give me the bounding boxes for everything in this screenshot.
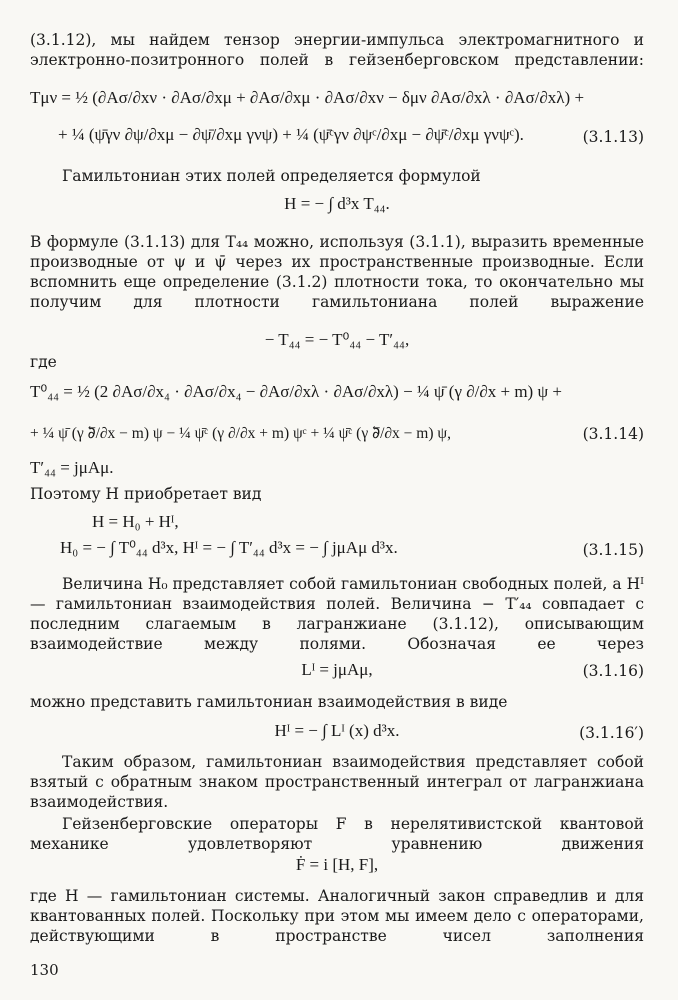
formula-h-sum: H = H₀ + Hᴵ, — [92, 512, 179, 531]
paragraph-formula-explanation: В формуле (3.1.13) для T₄₄ можно, используя (3.1.1), выразить временные производные от ψ и ψ̄ через их пространственные производные. Если вспомнить еще определение (3.1.2) плотности тока, то окончательно мы получим для плотности гамильтониана полей выражение — [30, 233, 644, 311]
formula-tmunu-line1: Tμν = ½ (∂Aσ/∂xν · ∂Aσ/∂xμ + ∂Aσ/∂xμ · ∂Aσ/∂xν − δμν ∂Aσ/∂xλ · ∂Aσ/∂xλ) + — [30, 88, 585, 107]
formula-t44: − T₄₄ = − T⁰₄₄ − T′₄₄, — [264, 330, 410, 349]
paragraph-intro: (3.1.12), мы найдем тензор энергии-импульса электромагнитного и электронно-позитронного полей в гейзенберговском представлении: — [30, 31, 644, 69]
paragraph-system-hamiltonian: где H — гамильтониан системы. Аналогичный закон справедлив и для квантованных полей. Поскольку при этом мы имеем дело с операторами, действующими в пространстве чисел заполнения — [30, 887, 644, 945]
equation-number-3-1-13: (3.1.13) — [582, 128, 644, 146]
paragraph-conclusion: Таким образом, гамильтониан взаимодействия представляет собой взятый с обратным знаком пространственный интеграл от лагранжиана взаимодействия. — [30, 753, 644, 811]
equation-number-3-1-14: (3.1.14) — [577, 424, 644, 444]
equation-number-3-1-16-prime: (3.1.16′) — [579, 724, 644, 742]
where-label: где — [30, 353, 57, 371]
equation-number-3-1-16: (3.1.16) — [582, 662, 644, 680]
formula-h0-hi: H₀ = − ∫ T⁰₄₄ d³x, Hᴵ = − ∫ T′₄₄ d³x = − ∫ jμAμ d³x. — [60, 538, 398, 557]
formula-lagrangian-interaction: Lᴵ = jμAμ, — [301, 660, 373, 679]
formula-t44-zero-line1: T⁰₄₄ = ½ (2 ∂Aσ/∂x₄ · ∂Aσ/∂x₄ − ∂Aσ/∂xλ · ∂Aσ/∂xλ) − ¼ ψ̄ (γ ∂/∂x + m) ψ + — [30, 382, 562, 401]
formula-t44-prime: T′₄₄ = jμAμ. — [30, 458, 114, 477]
formula-hamiltonian: H = − ∫ d³x T₄₄. — [284, 194, 390, 213]
equation-number-3-1-15: (3.1.15) — [582, 541, 644, 559]
formula-t44-zero-line2: + ¼ ψ̄ (γ ∂⃖/∂x − m) ψ − ¼ ψ̄ᶜ (γ ∂/∂x + m) ψᶜ + ¼ ψ̄ᶜ (γ ∂⃖/∂x − m) ψ, — [30, 425, 451, 442]
paragraph-interaction-form: можно представить гамильтониан взаимодействия в виде — [30, 693, 508, 711]
paragraph-hamiltonian-def: Гамильтониан этих полей определяется формулой — [62, 167, 481, 185]
formula-hi-integral: Hᴵ = − ∫ Lᴵ (x) d³x. — [274, 721, 400, 740]
paragraph-h-form: Поэтому H приобретает вид — [30, 485, 262, 503]
formula-equation-of-motion: Ḟ = i [H, F], — [295, 855, 379, 874]
formula-tmunu-line2: + ¼ (ψ̄γν ∂ψ/∂xμ − ∂ψ̄/∂xμ γνψ) + ¼ (ψ̄ᶜγν ∂ψᶜ/∂xμ − ∂ψ̄ᶜ/∂xμ γνψᶜ). — [58, 125, 524, 144]
paragraph-free-fields: Величина H₀ представляет собой гамильтониан свободных полей, а Hᴵ — гамильтониан взаимодействия полей. Величина − T′₄₄ совпадает с последним слагаемым в лагранжиане (3.1.12), описывающим взаимодействие между полями. Обозначая ее через — [30, 575, 644, 653]
page-number: 130 — [30, 961, 59, 979]
paragraph-heisenberg-operators: Гейзенберговские операторы F в нерелятивистской квантовой механике удовлетворяют уравнению движения — [30, 815, 644, 853]
